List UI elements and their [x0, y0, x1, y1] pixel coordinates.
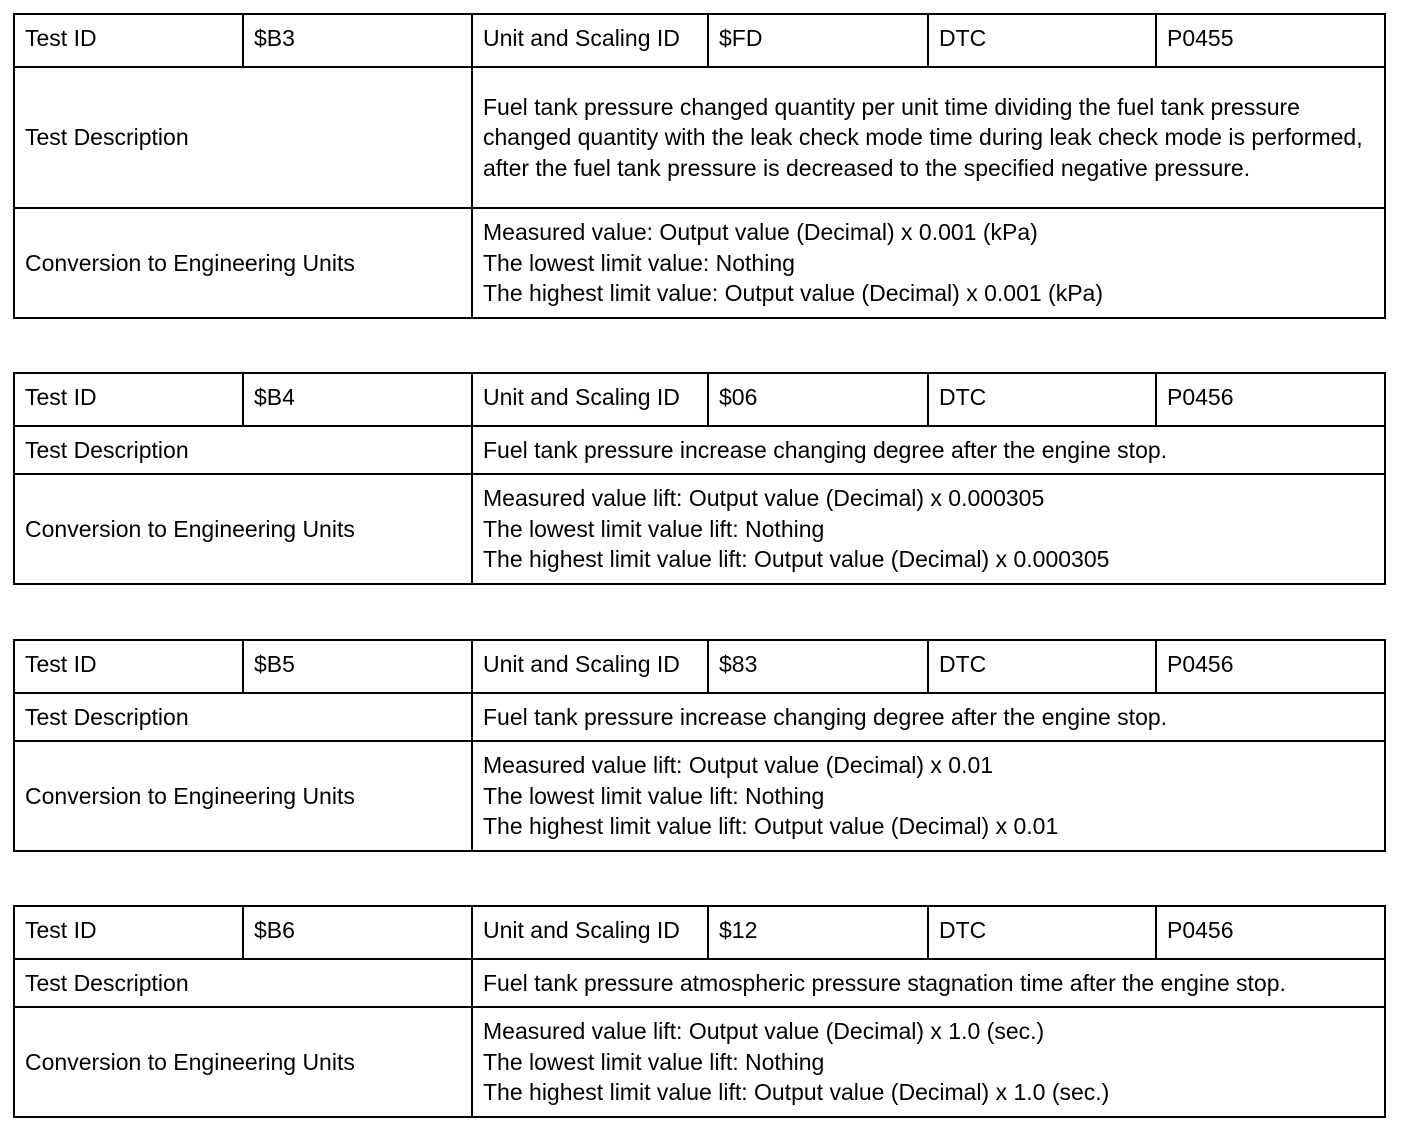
- lowest-limit-line: The lowest limit value lift: Nothing: [483, 782, 825, 809]
- test-id-label: Test ID: [14, 373, 243, 426]
- table-header-row: [14, 373, 1385, 426]
- conversion-value: [472, 474, 1385, 584]
- test-id-value: $B6: [243, 906, 472, 959]
- conversion-row: [14, 474, 1385, 584]
- highest-limit-line: The highest limit value lift: Output value (Decimal) x 0.01: [483, 813, 1059, 840]
- table-header-row: [14, 906, 1385, 959]
- table-header-row: [14, 14, 1385, 67]
- test-table-b3: [13, 13, 1386, 319]
- lowest-limit-line: The lowest limit value: Nothing: [483, 249, 795, 276]
- test-id-label: Test ID: [14, 640, 243, 693]
- test-id-label: Test ID: [14, 906, 243, 959]
- measured-value-line: Measured value lift: Output value (Decimal) x 0.01: [483, 752, 994, 779]
- lowest-limit-line: The lowest limit value lift: Nothing: [483, 1048, 825, 1075]
- unit-scaling-id-value: $83: [708, 640, 928, 693]
- test-description-label: Test Description: [14, 426, 472, 474]
- description-row: [14, 67, 1385, 208]
- conversion-row: [14, 1007, 1385, 1117]
- conversion-label: Conversion to Engineering Units: [14, 741, 472, 851]
- conversion-label: Conversion to Engineering Units: [14, 474, 472, 584]
- test-description-value: Fuel tank pressure increase changing degree after the engine stop.: [472, 693, 1385, 741]
- conversion-row: [14, 208, 1385, 318]
- lowest-limit-line: The lowest limit value lift: Nothing: [483, 515, 825, 542]
- highest-limit-line: The highest limit value lift: Output value (Decimal) x 0.000305: [483, 546, 1110, 573]
- test-table-b4: [13, 372, 1386, 585]
- test-id-value: $B5: [243, 640, 472, 693]
- unit-scaling-id-value: $12: [708, 906, 928, 959]
- dtc-value: P0455: [1156, 14, 1385, 67]
- dtc-label: DTC: [928, 373, 1156, 426]
- unit-scaling-id-value: $06: [708, 373, 928, 426]
- test-description-value: Fuel tank pressure atmospheric pressure stagnation time after the engine stop.: [472, 959, 1385, 1007]
- test-id-label: Test ID: [14, 14, 243, 67]
- dtc-label: DTC: [928, 14, 1156, 67]
- description-row: [14, 959, 1385, 1007]
- dtc-label: DTC: [928, 906, 1156, 959]
- description-row: [14, 426, 1385, 474]
- test-description-label: Test Description: [14, 959, 472, 1007]
- unit-scaling-id-value: $FD: [708, 14, 928, 67]
- test-id-value: $B3: [243, 14, 472, 67]
- dtc-value: P0456: [1156, 640, 1385, 693]
- dtc-value: P0456: [1156, 373, 1385, 426]
- unit-scaling-id-label: Unit and Scaling ID: [472, 14, 708, 67]
- conversion-value: [472, 1007, 1385, 1117]
- measured-value-line: Measured value lift: Output value (Decimal) x 0.000305: [483, 485, 1045, 512]
- test-table-b6: [13, 905, 1386, 1118]
- conversion-row: [14, 741, 1385, 851]
- test-description-label: Test Description: [14, 693, 472, 741]
- test-description-label: Test Description: [14, 67, 472, 208]
- test-table-b5: [13, 639, 1386, 852]
- conversion-label: Conversion to Engineering Units: [14, 208, 472, 318]
- unit-scaling-id-label: Unit and Scaling ID: [472, 373, 708, 426]
- description-row: [14, 693, 1385, 741]
- test-description-value: Fuel tank pressure changed quantity per unit time dividing the fuel tank pressure changed quantity with the leak check mode time during leak check mode is performed, after the fuel tank pressure is decreased to the specified negative pressure.: [472, 67, 1385, 208]
- test-id-value: $B4: [243, 373, 472, 426]
- dtc-label: DTC: [928, 640, 1156, 693]
- dtc-value: P0456: [1156, 906, 1385, 959]
- conversion-value: [472, 208, 1385, 318]
- highest-limit-line: The highest limit value lift: Output value (Decimal) x 1.0 (sec.): [483, 1079, 1110, 1106]
- measured-value-line: Measured value: Output value (Decimal) x 0.001 (kPa): [483, 219, 1038, 246]
- unit-scaling-id-label: Unit and Scaling ID: [472, 640, 708, 693]
- measured-value-line: Measured value lift: Output value (Decimal) x 1.0 (sec.): [483, 1018, 1045, 1045]
- unit-scaling-id-label: Unit and Scaling ID: [472, 906, 708, 959]
- conversion-label: Conversion to Engineering Units: [14, 1007, 472, 1117]
- test-description-value: Fuel tank pressure increase changing degree after the engine stop.: [472, 426, 1385, 474]
- table-header-row: [14, 640, 1385, 693]
- conversion-value: [472, 741, 1385, 851]
- highest-limit-line: The highest limit value: Output value (Decimal) x 0.001 (kPa): [483, 280, 1103, 307]
